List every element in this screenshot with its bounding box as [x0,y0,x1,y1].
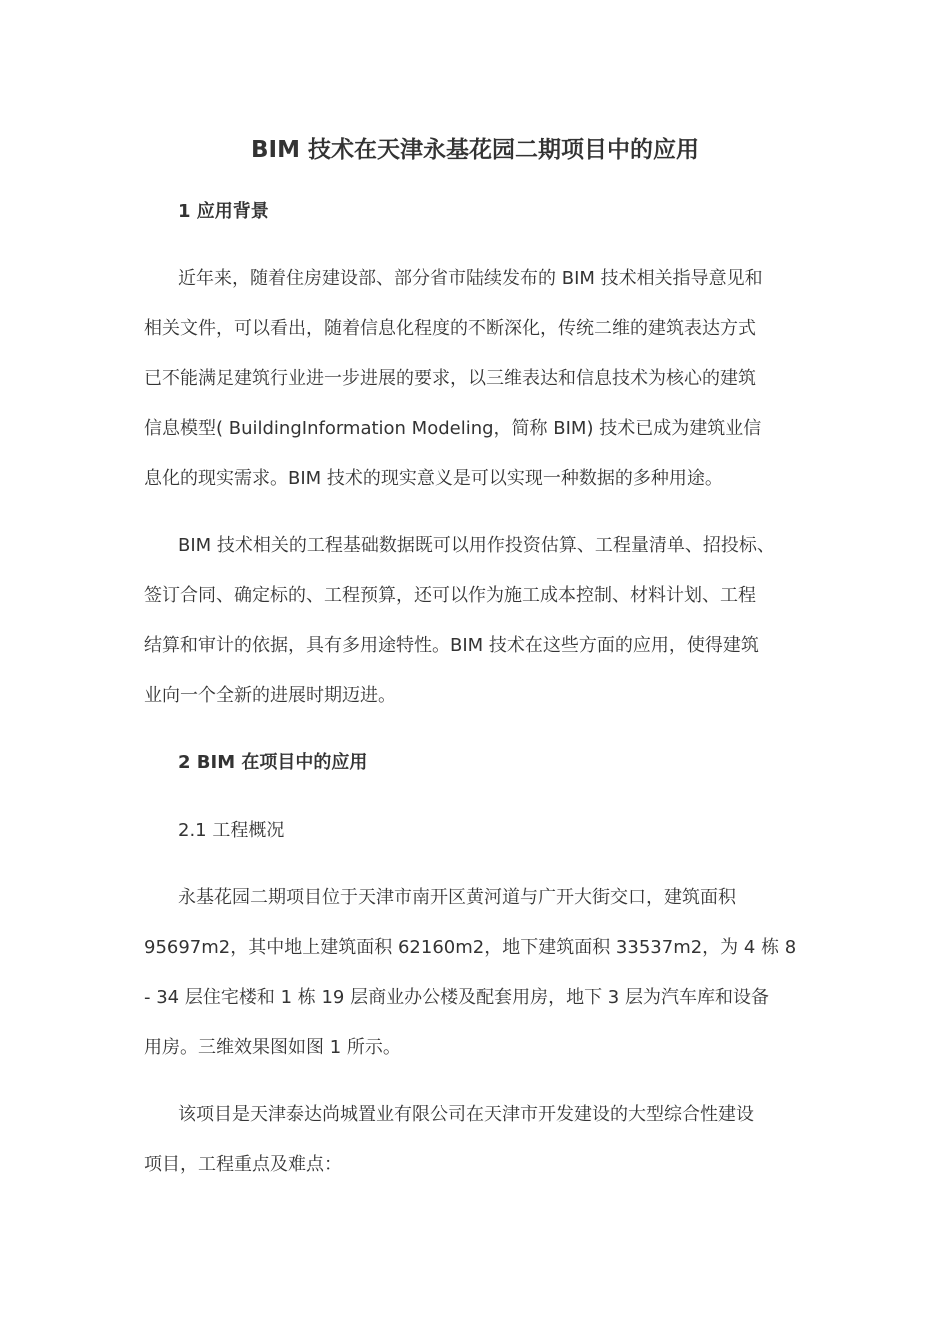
document-title: BIM 技术在天津永基花园二期项目中的应用 [251,137,699,163]
section-heading-bim-application: 2 BIM 在项目中的应用 [178,752,368,773]
subsection-heading-project-overview: 2.1 工程概况 [178,820,285,841]
paragraph-line: 该项目是天津泰达尚城置业有限公司在天津市开发建设的大型综合性建设 [178,1104,754,1125]
paragraph-line: 相关文件，可以看出，随着信息化程度的不断深化，传统二维的建筑表达方式 [144,318,756,339]
paragraph-line: BIM 技术相关的工程基础数据既可以用作投资估算、工程量清单、招投标、 [178,535,775,556]
paragraph-line: 结算和审计的依据，具有多用途特性。BIM 技术在这些方面的应用，使得建筑 [144,635,759,656]
paragraph-line: 签订合同、确定标的、工程预算，还可以作为施工成本控制、材料计划、工程 [144,585,756,606]
paragraph-line: 用房。三维效果图如图 1 所示。 [144,1037,401,1058]
paragraph-key-difficulties [144,1090,814,1190]
paragraph-background-2 [144,521,814,721]
paragraph-line: 息化的现实需求。BIM 技术的现实意义是可以实现一种数据的多种用途。 [144,468,723,489]
section-heading-background: 1 应用背景 [178,201,269,222]
paragraph-line: 95697m2，其中地上建筑面积 62160m2，地下建筑面积 33537m2，为 4 栋 8 [144,937,797,958]
paragraph-line: 已不能满足建筑行业进一步进展的要求，以三维表达和信息技术为核心的建筑 [144,368,756,389]
paragraph-project-overview [144,873,814,1073]
paragraph-line: 永基花园二期项目位于天津市南开区黄河道与广开大街交口，建筑面积 [178,887,736,908]
paragraph-background-1 [144,254,814,504]
paragraph-line: 近年来，随着住房建设部、部分省市陆续发布的 BIM 技术相关指导意见和 [178,268,763,289]
paragraph-line: 业向一个全新的进展时期迈进。 [144,685,396,706]
paragraph-line: 信息模型( BuildingInformation Modeling，简称 BIM) 技术已成为建筑业信 [144,418,762,439]
paragraph-line: - 34 层住宅楼和 1 栋 19 层商业办公楼及配套用房，地下 3 层为汽车库和设备 [144,987,769,1008]
paragraph-line: 项目，工程重点及难点： [144,1154,342,1175]
